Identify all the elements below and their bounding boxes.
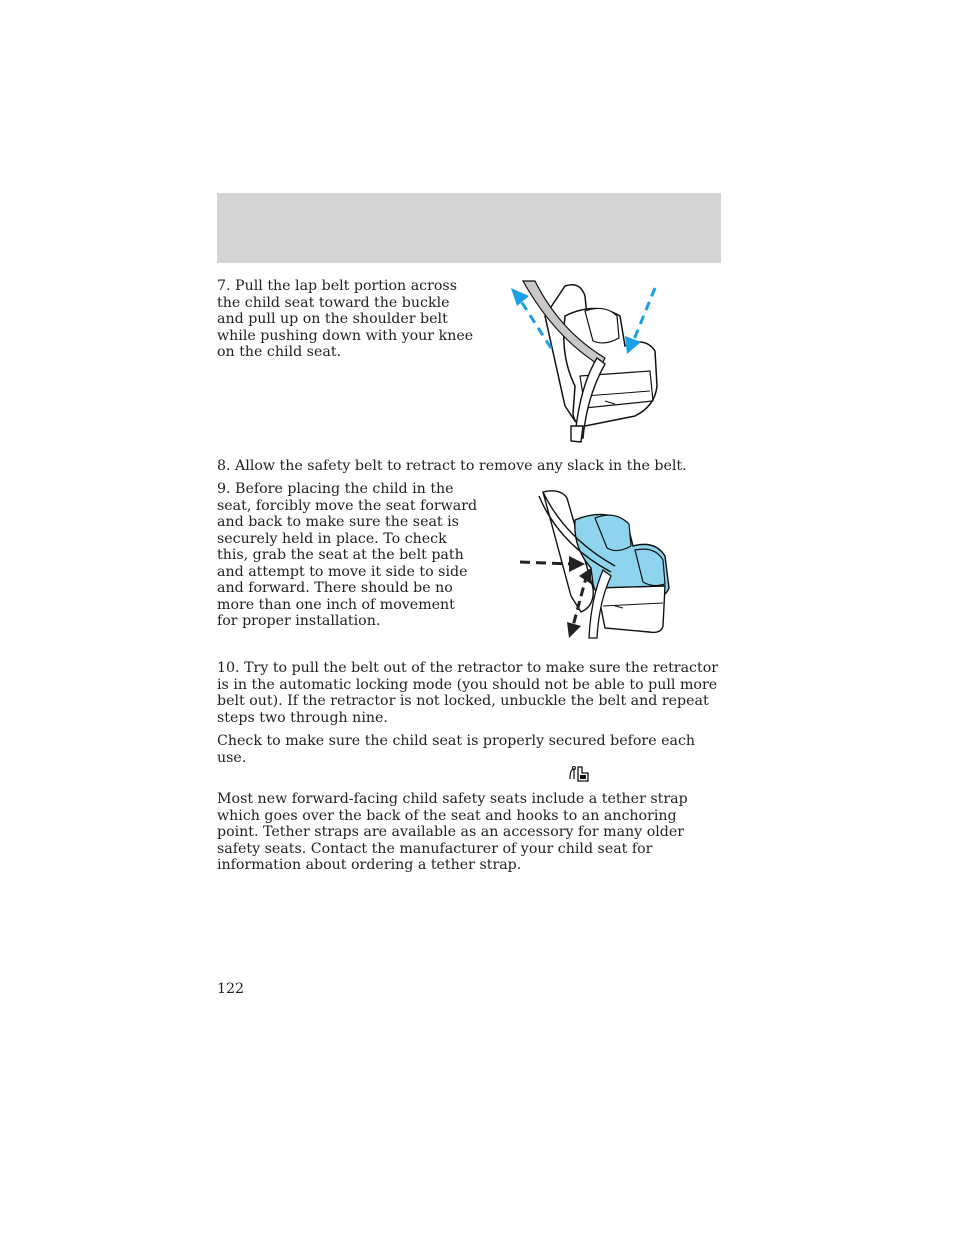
section-header-band <box>217 193 721 263</box>
page-number: 122 <box>217 981 245 997</box>
step-10-text: 10. Try to pull the belt out of the retractor to make sure the retractor is in the automatic locking mode (you should not be able to pull more belt out). If the retractor is not locked, unbuckle the belt and repeat steps two through nine. <box>217 660 719 726</box>
step-7-text: 7. Pull the lap belt portion across the child seat toward the buckle and pull up on the shoulder belt while pushing down with your knee on the child seat. <box>217 278 474 360</box>
child-seat-belt-tightening-illustration <box>505 276 665 444</box>
tether-anchor-icon <box>568 765 590 783</box>
tether-strap-text: Most new forward-facing child safety seats include a tether strap which goes over the back of the seat and hooks to an anchoring point. Tether straps are available as an accessory for many older safety seats. Contact the manufacturer of your child seat for information about ordering a tether strap. <box>217 791 688 873</box>
check-secured-text: Check to make sure the child seat is properly secured before each use. <box>217 733 696 766</box>
step-9-text: 9. Before placing the child in the seat, forcibly move the seat forward and back to make sure the seat is securely held in place. To check this, grab the seat at the belt path and attempt to move it side to side and forward. There should be no more than one inch of movement for proper installation. <box>217 481 478 629</box>
child-seat-movement-check-illustration <box>515 488 675 640</box>
step-8-text: 8. Allow the safety belt to retract to remove any slack in the belt. <box>217 458 687 474</box>
